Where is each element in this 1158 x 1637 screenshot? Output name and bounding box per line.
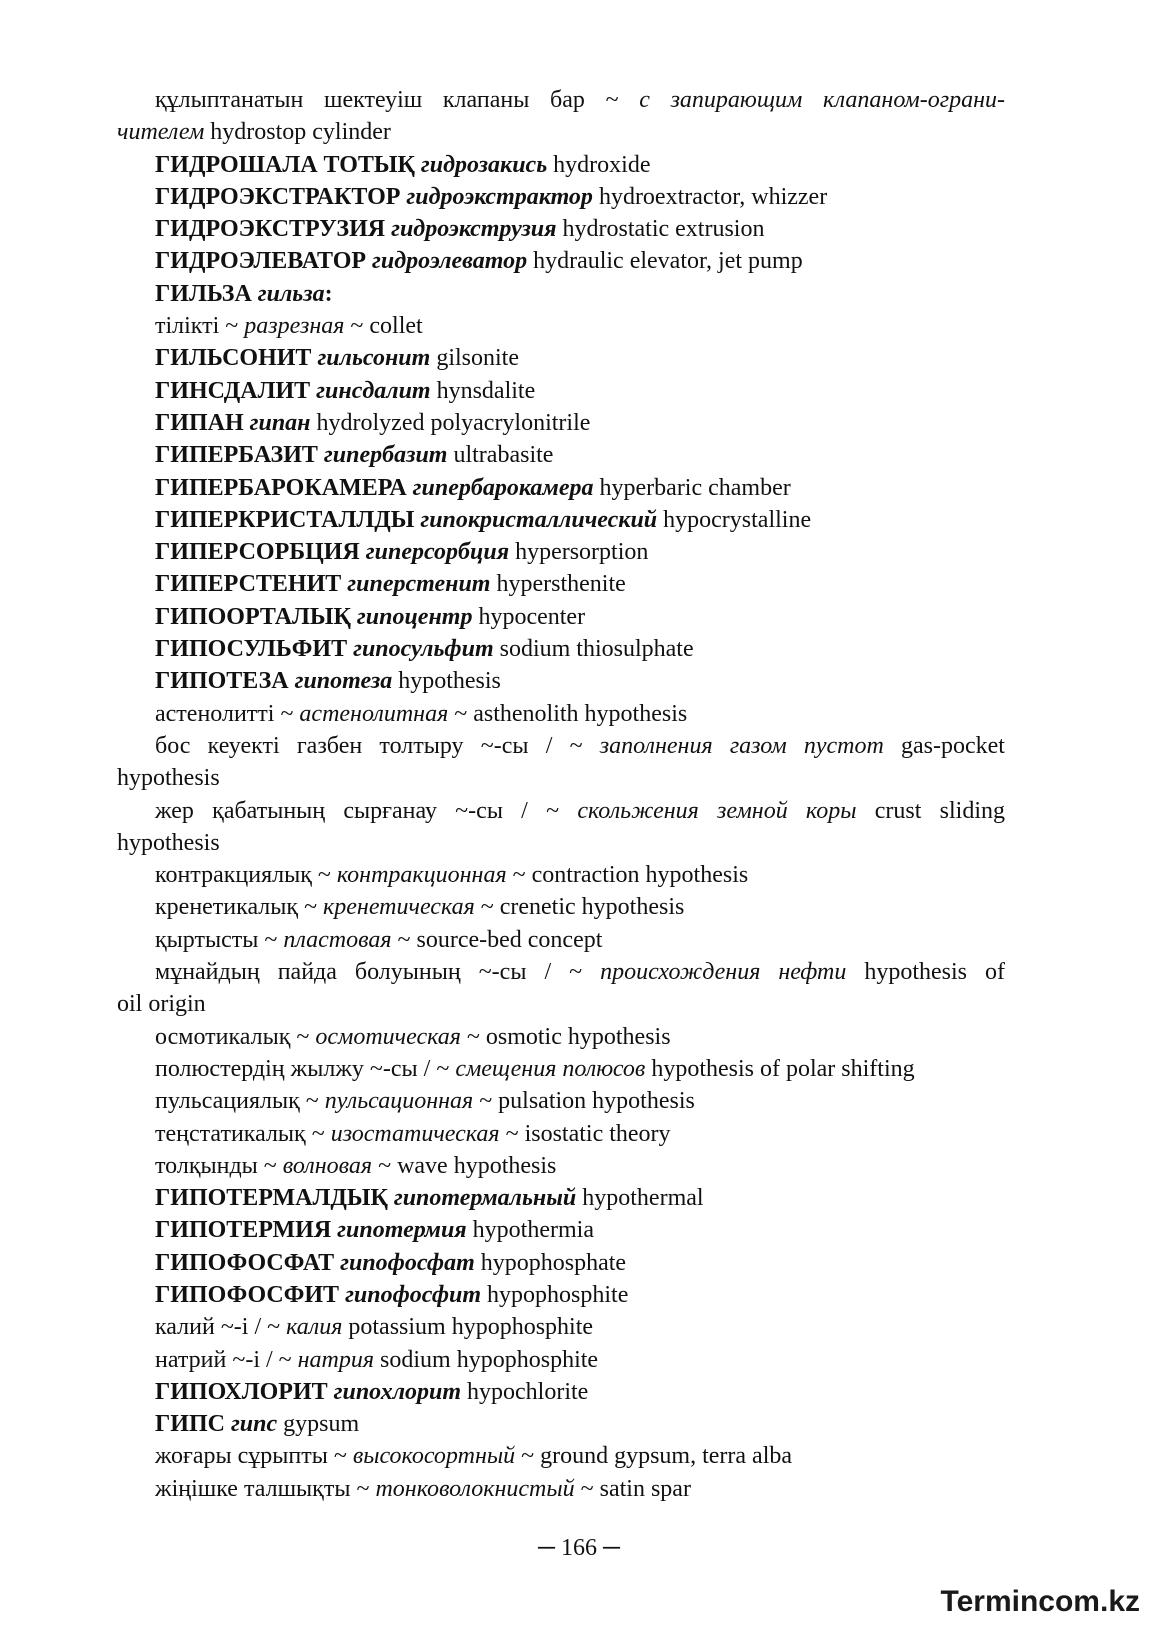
russian-term: происхождения нефти — [600, 959, 847, 986]
headword-kazakh: ГИПЕРСТЕНИТ — [155, 571, 342, 598]
entry-line — [117, 1021, 1005, 1053]
entry-text: hypochlorite — [461, 1378, 589, 1405]
headword-kazakh: ГИПС — [155, 1411, 225, 1438]
russian-term: натрия — [297, 1346, 375, 1373]
headword-russian: гидроэкстрактор — [406, 183, 593, 210]
headword-russian: гипотеза — [294, 668, 393, 695]
russian-term: осмотическая — [315, 1023, 461, 1050]
russian-term: изостатическая — [330, 1120, 500, 1147]
russian-term: пульсационная — [324, 1088, 474, 1115]
entry-line — [117, 1118, 1005, 1150]
headword-russian: гипоцентр — [356, 603, 473, 630]
russian-term: астенолитная — [299, 700, 449, 727]
headword-russian: гипокристаллический — [420, 506, 658, 533]
headword-kazakh: ГИПОТЕЗА — [155, 668, 289, 695]
headword-russian: гипотермальный — [393, 1185, 577, 1212]
dictionary-entries — [117, 84, 1005, 1505]
entry-text: қыртысты ~ — [155, 926, 284, 953]
entry-line — [117, 149, 1005, 181]
headword-kazakh: ГИПОХЛОРИТ — [155, 1378, 328, 1405]
entry-line — [117, 795, 1005, 827]
entry-text: ~ isostatic theory — [499, 1120, 671, 1147]
entry-line — [117, 278, 1005, 310]
entry-line — [117, 375, 1005, 407]
russian-term: пластовая — [283, 926, 392, 953]
entry-line — [117, 245, 1005, 277]
entry-text: ~ contraction hypothesis — [506, 862, 749, 889]
entry-text: hydroextractor, whizzer — [592, 183, 828, 210]
headword-russian: гинсдалит — [316, 377, 431, 404]
headword-kazakh: ГИПОТЕРМАЛДЫҚ — [155, 1185, 388, 1212]
entry-text: oil origin — [117, 991, 206, 1018]
headword-kazakh: ГИПОФОСФИТ — [155, 1281, 340, 1308]
headword-russian: гипербазит — [323, 442, 448, 469]
entry-text: hypocenter — [472, 603, 586, 630]
headword-russian: гидрозакись — [420, 151, 548, 178]
entry-line — [117, 762, 1005, 794]
entry-text: мұнайдың пайда болуының ~-сы / ~ — [155, 959, 601, 986]
russian-term: разрезная — [244, 313, 345, 340]
entry-text: ~ crenetic hypothesis — [474, 894, 685, 921]
entry-text: ~ osmotic hypothesis — [460, 1023, 671, 1050]
entry-line — [117, 1085, 1005, 1117]
headword-kazakh: ГИПОФОСФАТ — [155, 1249, 335, 1276]
russian-term: калия — [286, 1314, 343, 1341]
entry-line — [117, 1279, 1005, 1311]
entry-text: тілікті ~ — [155, 313, 245, 340]
entry-text: калий ~-і / ~ — [155, 1314, 287, 1341]
entry-text: hydrostatic extrusion — [556, 216, 765, 243]
entry-text: hynsdalite — [430, 377, 536, 404]
entry-text: полюстердің жылжу ~-сы / ~ — [155, 1055, 456, 1082]
entry-line — [117, 924, 1005, 956]
russian-term: смещения полюсов — [455, 1055, 646, 1082]
entry-text: ~ collet — [344, 313, 423, 340]
entry-text: ~ source-bed concept — [391, 926, 603, 953]
entry-text: potassium hypophosphite — [342, 1314, 594, 1341]
entry-text: hypocrystalline — [657, 506, 812, 533]
entry-line — [117, 568, 1005, 600]
entry-text: gypsum — [277, 1411, 360, 1438]
entry-line — [117, 665, 1005, 697]
headword-russian: гипохлорит — [333, 1378, 462, 1405]
headword-russian: гипосульфит — [353, 636, 494, 663]
russian-term: кренетическая — [323, 894, 475, 921]
entry-line — [117, 891, 1005, 923]
entry-line — [117, 1473, 1005, 1505]
entry-line — [117, 181, 1005, 213]
entry-line — [117, 633, 1005, 665]
headword-russian: гипотермия — [337, 1217, 467, 1244]
russian-term: контракционная — [336, 862, 507, 889]
headword-kazakh: ГИПЕРСОРБЦИЯ — [155, 539, 360, 566]
headword-russian: гипербарокамера — [412, 474, 594, 501]
headword-russian: гипан — [249, 409, 311, 436]
entry-text: ~ pulsation hypothesis — [473, 1088, 695, 1115]
russian-term: тонковолокнистый — [375, 1475, 575, 1502]
entry-text: hypothesis of — [846, 959, 1006, 986]
entry-line — [117, 1150, 1005, 1182]
entry-line — [117, 827, 1005, 859]
watermark-logo — [941, 1585, 1141, 1619]
entry-line — [117, 407, 1005, 439]
entry-line — [117, 84, 1005, 116]
headword-russian: гильсонит — [317, 345, 431, 372]
entry-line — [117, 116, 1005, 148]
entry-text: hypothesis of polar shifting — [645, 1055, 915, 1082]
entry-text: hydrostop cylinder — [204, 119, 391, 146]
entry-line — [117, 213, 1005, 245]
entry-text: құлыптанатын шектеуіш клапаны бар ~ — [155, 87, 640, 113]
russian-term: скольжения земной коры — [577, 797, 857, 824]
headword-russian: гиперстенит — [347, 571, 491, 598]
entry-text: hypothesis — [117, 765, 220, 792]
entry-text: бос кеуекті газбен толтыру ~-сы / ~ — [155, 732, 600, 759]
entry-line — [117, 956, 1005, 988]
entry-text: жер қабатының сырғанау ~-сы / ~ — [155, 797, 578, 824]
headword-kazakh: ГИПЕРБАРОКАМЕРА — [155, 474, 407, 501]
entry-line — [117, 730, 1005, 762]
headword-kazakh: : — [324, 280, 333, 307]
entry-text: hypersorption — [509, 539, 649, 566]
watermark-text: Termincom.kz — [940, 1585, 1140, 1618]
entry-text: hypophosphite — [481, 1281, 629, 1308]
entry-line — [117, 1182, 1005, 1214]
entry-text: кренетикалық ~ — [155, 894, 324, 921]
entry-text: hypothermia — [466, 1217, 594, 1244]
headword-kazakh: ГИПОТЕРМИЯ — [155, 1217, 332, 1244]
entry-text: пульсациялық ~ — [155, 1088, 325, 1115]
headword-kazakh: ГИДРОШАЛА ТОТЫҚ — [155, 151, 415, 178]
entry-line — [117, 342, 1005, 374]
headword-russian: гипофосфат — [340, 1249, 475, 1276]
entry-line — [117, 472, 1005, 504]
headword-kazakh: ГИДРОЭКСТРАКТОР — [155, 183, 401, 210]
entry-line — [117, 310, 1005, 342]
entry-text: осмотикалық ~ — [155, 1023, 316, 1050]
entry-line — [117, 1376, 1005, 1408]
headword-russian: гидроэкструзия — [391, 216, 557, 243]
entry-text: контракциялық ~ — [155, 862, 337, 889]
russian-term: с запирающим клапаном-ограни- — [639, 87, 1005, 113]
entry-text: hypophosphate — [474, 1249, 627, 1276]
entry-line — [117, 1311, 1005, 1343]
entry-line — [117, 1408, 1005, 1440]
entry-text: sodium thiosulphate — [493, 636, 694, 663]
entry-text: астенолитті ~ — [155, 700, 300, 727]
headword-russian: гиперсорбция — [365, 539, 510, 566]
headword-russian: гидроэлеватор — [372, 248, 528, 275]
headword-kazakh: ГИДРОЭЛЕВАТОР — [155, 248, 367, 275]
entry-text: crust sliding — [856, 797, 1006, 824]
entry-line — [117, 1053, 1005, 1085]
entry-text: ~ asthenolith hypothesis — [448, 700, 688, 727]
entry-text: hypersthenite — [490, 571, 626, 598]
entry-text: hypothesis — [392, 668, 501, 695]
headword-kazakh: ГИЛЬСОНИТ — [155, 345, 312, 372]
headword-kazakh: ГИЛЬЗА — [155, 280, 252, 307]
headword-kazakh: ГИПЕРКРИСТАЛЛДЫ — [155, 506, 415, 533]
entry-text: hypothermal — [576, 1185, 704, 1212]
entry-line — [117, 504, 1005, 536]
entry-text: жіңішке талшықты ~ — [155, 1475, 376, 1502]
entry-text: жоғары сұрыпты ~ — [155, 1443, 353, 1470]
russian-term: высокосортный — [352, 1443, 516, 1470]
headword-kazakh: ГИПЕРБАЗИТ — [155, 442, 318, 469]
entry-text: толқынды ~ — [155, 1152, 283, 1179]
headword-russian: гильза — [257, 280, 325, 307]
entry-text: ultrabasite — [447, 442, 554, 469]
entry-line — [117, 988, 1005, 1020]
entry-line — [117, 698, 1005, 730]
entry-text: sodium hypophosphite — [374, 1346, 599, 1373]
entry-text: ~ wave hypothesis — [372, 1152, 557, 1179]
entry-text: hydraulic elevator, jet pump — [527, 248, 803, 275]
entry-text: ~ ground gypsum, terra alba — [515, 1443, 793, 1470]
entry-text: hyperbaric chamber — [593, 474, 791, 501]
entry-line — [117, 1214, 1005, 1246]
headword-kazakh: ГИПОСУЛЬФИТ — [155, 636, 348, 663]
russian-term: волновая — [282, 1152, 373, 1179]
entry-line — [117, 1247, 1005, 1279]
headword-kazakh: ГИДРОЭКСТРУЗИЯ — [155, 216, 386, 243]
page-number: ─ 166 ─ — [537, 1535, 620, 1561]
headword-kazakh: ГИПООРТАЛЫҚ — [155, 603, 351, 630]
entry-line — [117, 1440, 1005, 1472]
entry-line — [117, 439, 1005, 471]
entry-line — [117, 1344, 1005, 1376]
russian-term: чителем — [117, 119, 205, 146]
headword-russian: гипофосфит — [345, 1281, 482, 1308]
entry-text: hydrolyzed polyacrylonitrile — [310, 409, 591, 436]
entry-line — [117, 859, 1005, 891]
entry-text: gas-pocket — [883, 732, 1005, 759]
entry-line — [117, 536, 1005, 568]
entry-text: hypothesis — [117, 829, 220, 856]
headword-kazakh: ГИНСДАЛИТ — [155, 377, 311, 404]
entry-text: ~ satin spar — [574, 1475, 691, 1502]
entry-text: hydroxide — [547, 151, 651, 178]
entry-line — [117, 601, 1005, 633]
entry-text: натрий ~-і / ~ — [155, 1346, 298, 1373]
entry-text: теңстатикалық ~ — [155, 1120, 331, 1147]
headword-russian: гипс — [230, 1411, 278, 1438]
russian-term: заполнения газом пустот — [599, 732, 884, 759]
entry-text: gilsonite — [430, 345, 519, 372]
headword-kazakh: ГИПАН — [155, 409, 244, 436]
